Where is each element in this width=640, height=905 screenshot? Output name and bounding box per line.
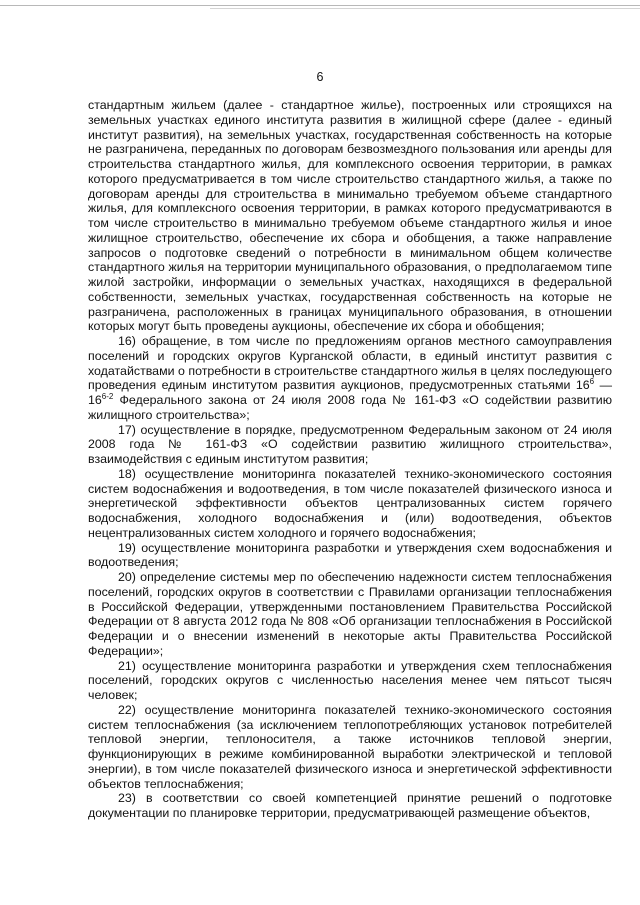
paragraph-item-16 <box>88 334 612 423</box>
article-superscript: 6 <box>589 377 595 387</box>
paragraph-item-22: 22) осуществление мониторинга показателей технико-экономического состояния систем теплоснабжения (за исключением теплопотребляющих установок потребителей тепловой энергии, теплоносителя, а также источников тепловой энергии, функционирующих в режиме комбинированной выработки электрической и тепловой энергии), в том числе показателей физического износа и энергетической эффективности объектов теплоснабжения; <box>88 702 612 791</box>
paragraph-item-23: 23) в соответствии со своей компетенцией принятие решений о подготовке документации по планировке территории, предусматривающей размещение объектов, <box>88 791 612 820</box>
paragraph-item-18: 18) осуществление мониторинга показателей технико-экономического состояния систем водоснабжения и водоотведения, в том числе показателей физического износа и энергетической эффективности объектов централизованных систем горячего водоснабжения, холодного водоснабжения и (или) водоотведения, объектов нецентрализованных систем холодного и горячего водоснабжения; <box>88 466 612 540</box>
paragraph-item-17: 17) осуществление в порядке, предусмотренном Федеральным законом от 24 июля 2008 года № 161-ФЗ «О содействии развитию жилищного строительства», взаимодействия с единым институтом развития; <box>88 422 612 466</box>
paragraph-item-16-text: 16) обращение, в том числе по предложениям органов местного самоуправления поселений и городских округов Курганской области, в единый институт развития с ходатайствами о потребности в строительстве стандартного жилья в целях последующего проведения единым институтом развития аукционов, предусмотренных статьями 16 <box>88 334 612 393</box>
page-number: 6 <box>316 70 324 84</box>
scan-top-border <box>0 5 640 6</box>
paragraph-item-20: 20) определение системы мер по обеспечению надежности систем теплоснабжения поселений, городских округов в соответствии с Правилами организации теплоснабжения в Российской Федерации, утвержденными постановлением Правительства Российской Федерации от 8 августа 2012 года № 808 «Об организации теплоснабжения в Российской Федерации и о внесении изменений в некоторые акты Правительства Российской Федерации»; <box>88 570 612 658</box>
paragraph-item-19: 19) осуществление мониторинга разработки и утверждения схем водоснабжения и водоотведения; <box>88 540 612 570</box>
paragraph-item-16-text-end: Федерального закона от 24 июля 2008 года № 161-ФЗ «О содействии развитию жилищного строительства»; <box>88 393 612 422</box>
article-superscript: 6-2 <box>101 391 114 401</box>
document-body <box>88 98 612 821</box>
paragraph-item-21: 21) осуществление мониторинга разработки и утверждения схем теплоснабжения поселений, городских округов с численностью населения менее чем пятьсот тысяч человек; <box>88 658 612 702</box>
paragraph-item-16-text-mid: — 16 <box>88 378 612 407</box>
scan-top-border-secondary <box>210 8 640 9</box>
paragraph-continuation: стандартным жильем (далее - стандартное жилье), построенных или строящихся на земельных участках единого института развития в жилищной сфере (далее - единый институт развития), на земельных участках, государственная собственность на которые не разграничена, переданных по договорам безвозмездного пользования или аренды для строительства стандартного жилья, для комплексного освоения территории, в рамках которого предусматривается в том числе строительство стандартного жилья, а также по договорам аренды для строительства в минимально требуемом объеме стандартного жилья, для комплексного освоения территории, в рамках которого предусматриваются в том числе строительство в минимально требуемом объеме стандартного жилья и иное жилищное строительство, обеспечение их сбора и обобщения, а также направление запросов о подготовке сведений о потребности в минимальном общем количестве стандартного жилья на территории муниципального образования, о предполагаемом типе жилой застройки, информации о земельных участках, находящихся в федеральной собственности, земельных участках, государственная собственность на которые не разграничена, расположенных в границах муниципального образования, в отношении которых могут быть проведены аукционы, обеспечение их сбора и обобщения; <box>88 98 612 334</box>
